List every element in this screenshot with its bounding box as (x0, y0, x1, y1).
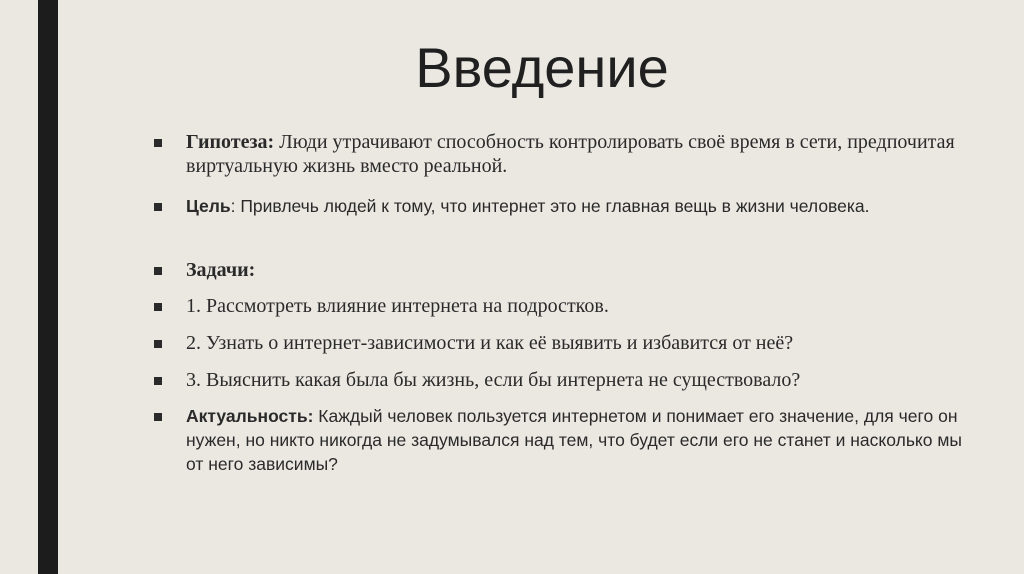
hypothesis-text: Люди утрачивают способность контролировать своё время в сети, предпочитая виртуальную жизнь вместо реальной. (186, 131, 955, 177)
left-accent-bar (38, 0, 58, 574)
list-item-goal (150, 194, 966, 218)
bullet-square-icon (154, 139, 162, 147)
bullet-square-icon (154, 303, 162, 311)
bullet-square-icon (154, 413, 162, 421)
goal-label: Цель (186, 196, 231, 216)
list-item-hypothesis (150, 130, 966, 178)
relevance-label: Актуальность: (186, 406, 314, 426)
list-item-tasks (150, 258, 966, 282)
bullet-square-icon (154, 203, 162, 211)
list-item-task-2 (150, 331, 966, 355)
list-item-task-3 (150, 368, 966, 392)
slide-title: Введение (415, 36, 669, 99)
list-item-task-1 (150, 294, 966, 318)
goal-text: : Привлечь людей к тому, что интернет это не главная вещь в жизни человека. (230, 196, 870, 216)
hypothesis-label: Гипотеза: (186, 131, 275, 153)
bullet-square-icon (154, 267, 162, 275)
task-text: 1. Рассмотреть влияние интернета на подростков. (186, 295, 609, 317)
relevance-text: Каждый человек пользуется интернетом и понимает его значение, для чего он нужен, но никто никогда не задумывался над тем, что будет если его не станет и насколько мы от него зависимы? (186, 406, 962, 474)
task-text: 2. Узнать о интернет-зависимости и как её выявить и избавится от неё? (186, 332, 794, 354)
bullet-square-icon (154, 377, 162, 385)
list-item-relevance (150, 404, 966, 476)
tasks-label: Задачи: (186, 259, 256, 281)
bullet-square-icon (154, 340, 162, 348)
task-text: 3. Выяснить какая была бы жизнь, если бы интернета не существовало? (186, 369, 801, 391)
